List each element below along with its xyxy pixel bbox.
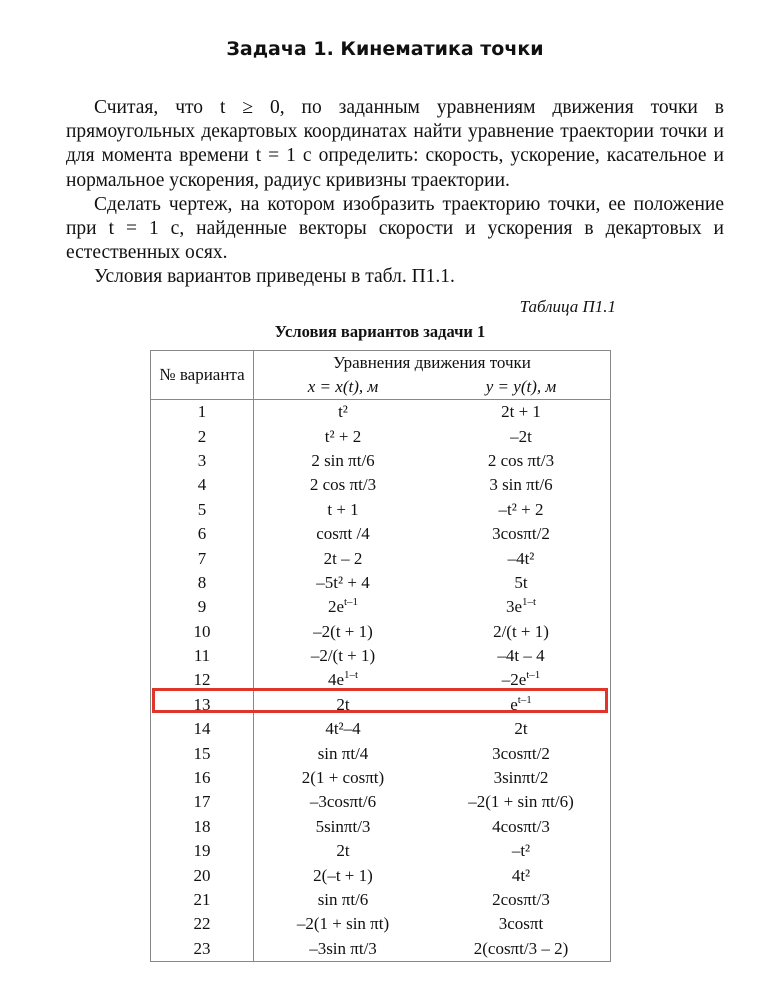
y-equation-cell: 2t + 1 (501, 402, 541, 422)
y-equation-cell: 2cosπt/3 (492, 890, 550, 909)
y-equation-cell: –4t² (507, 548, 535, 568)
table-row (151, 473, 611, 497)
variant-number-cell: 15 (151, 741, 254, 765)
y-equation-cell: 4t² (511, 865, 531, 885)
y-equation-cell: 3cosπt (498, 914, 544, 934)
x-equation-cell: –2/(t + 1) (310, 646, 376, 666)
x-equation-cell: –2(1 + sin πt) (296, 914, 390, 934)
table-row (151, 790, 611, 814)
x-equation-cell: 2t (336, 841, 350, 861)
table-body (151, 400, 611, 962)
y-equation-cell: –2t (510, 426, 532, 446)
variant-number-cell: 3 (151, 449, 254, 473)
y-equation-cell: 3sinπt/2 (493, 768, 549, 788)
table-row (151, 766, 611, 790)
paragraph-drawing: Сделать чертеж, на котором изобразить траекторию точки, ее положение при t = 1 с, найденные векторы скорости и ускорения в декартовых и естественных осях. (66, 193, 724, 264)
table-row (151, 717, 611, 741)
table-row (151, 400, 611, 425)
table-title: Условия вариантов задачи 1 (274, 322, 486, 341)
table-row (151, 815, 611, 839)
x-equation-cell: t² + 2 (324, 426, 362, 446)
variant-number-cell: 20 (151, 863, 254, 887)
y-equation-cell: 5t (514, 572, 528, 592)
x-equation-cell: $2e^{t-1}$ (327, 596, 359, 617)
y-equation-cell: $e^{t-1}$ (510, 693, 532, 714)
table-row (151, 912, 611, 936)
y-equation-cell: 3 sin πt/6 (489, 475, 553, 495)
header-y: y = y(t), м (432, 375, 611, 400)
variant-number-cell: 8 (151, 571, 254, 595)
table-row (151, 595, 611, 619)
x-equation-cell: sin πt/4 (317, 743, 369, 763)
variant-number-cell: 16 (151, 766, 254, 790)
x-equation-cell: sin πt/6 (317, 890, 369, 909)
y-equation-cell: 2 cos πt/3 (487, 450, 555, 470)
y-equation-cell: $-2e^{t-1}$ (501, 669, 541, 690)
x-equation-cell: –2(t + 1) (313, 621, 373, 641)
variant-number-cell: 9 (151, 595, 254, 619)
x-equation-cell: 2t (336, 694, 350, 714)
variant-number-cell: 7 (151, 546, 254, 570)
y-equation-cell: –2(1 + sin πt/6) (468, 792, 574, 812)
variant-number-cell: 10 (151, 620, 254, 644)
variant-number-cell: 19 (151, 839, 254, 863)
table-row (151, 888, 611, 912)
x-equation-cell: 2 sin πt/6 (311, 450, 375, 470)
problem-statement (66, 96, 724, 290)
variant-number-cell: 13 (151, 693, 254, 717)
x-equation-cell: 2(1 + cosπt) (301, 768, 385, 788)
y-equation-cell: 4cosπt/3 (492, 816, 550, 836)
y-equation-cell: 2t (514, 719, 528, 739)
table-row (151, 620, 611, 644)
variant-number-cell: 14 (151, 717, 254, 741)
header-variant: № варианта (151, 351, 254, 400)
variant-number-cell: 18 (151, 815, 254, 839)
variant-number-cell: 11 (151, 644, 254, 668)
y-equation-cell: 3cosπt/2 (492, 524, 550, 544)
header-x: x = x(t), м (254, 375, 433, 400)
table-row (151, 546, 611, 570)
table-row (151, 644, 611, 668)
header-equations: Уравнения движения точки (333, 353, 531, 372)
x-equation-cell: –5t² + 4 (316, 572, 370, 592)
variant-number-cell: 23 (151, 937, 254, 962)
variant-number-cell: 21 (151, 888, 254, 912)
table-row (151, 937, 611, 962)
table-row (151, 424, 611, 448)
variant-number-cell: 5 (151, 498, 254, 522)
variants-table (150, 350, 611, 962)
table-row (151, 741, 611, 765)
x-equation-cell: 2t – 2 (323, 548, 363, 568)
x-equation-cell: t² (338, 402, 348, 422)
variant-number-cell: 17 (151, 790, 254, 814)
x-equation-cell: –3sin πt/3 (309, 938, 377, 958)
x-equation-cell: 4t²–4 (325, 719, 361, 739)
page-title: Задача 1. Кинематика точки (226, 38, 544, 60)
x-equation-cell: 5sinπt/3 (315, 816, 371, 836)
y-equation-cell: 3cosπt/2 (492, 743, 550, 763)
variant-number-cell: 4 (151, 473, 254, 497)
paragraph-task: Считая, что t ≥ 0, по заданным уравнениям движения точки в прямоугольных декартовых координатах найти уравнение траектории точки и для момента времени t = 1 с определить: скорость, ускорение, касательное и нормальное ускорения, радиус кривизны траектории. (66, 97, 724, 191)
x-equation-cell: $4e^{1-t}$ (327, 669, 359, 690)
table-row (151, 668, 611, 692)
variant-number-cell: 6 (151, 522, 254, 546)
y-equation-cell: 2(cosπt/3 – 2) (473, 938, 569, 958)
y-equation-cell: –t² + 2 (498, 499, 544, 519)
x-equation-cell: –3cosπt/6 (309, 792, 377, 812)
variant-number-cell: 1 (151, 400, 254, 425)
x-equation-cell: cosπt /4 (316, 524, 370, 544)
table-row (151, 449, 611, 473)
table-row (151, 863, 611, 887)
variant-number-cell: 22 (151, 912, 254, 936)
y-equation-cell: –t² (511, 841, 531, 861)
table-row (151, 498, 611, 522)
table-row (151, 839, 611, 863)
x-equation-cell: 2(–t + 1) (313, 865, 373, 885)
table-label: Таблица П1.1 (519, 297, 616, 316)
y-equation-cell: –4t – 4 (497, 646, 545, 666)
table-row (151, 522, 611, 546)
table-row (151, 571, 611, 595)
paragraph-reference: Условия вариантов приведены в табл. П1.1. (94, 266, 455, 288)
variant-number-cell: 2 (151, 424, 254, 448)
x-equation-cell: t + 1 (327, 499, 359, 519)
table-row (151, 693, 611, 717)
y-equation-cell: $3e^{1-t}$ (505, 596, 537, 617)
y-equation-cell: 2/(t + 1) (493, 621, 549, 641)
variant-number-cell: 12 (151, 668, 254, 692)
x-equation-cell: 2 cos πt/3 (309, 475, 377, 495)
